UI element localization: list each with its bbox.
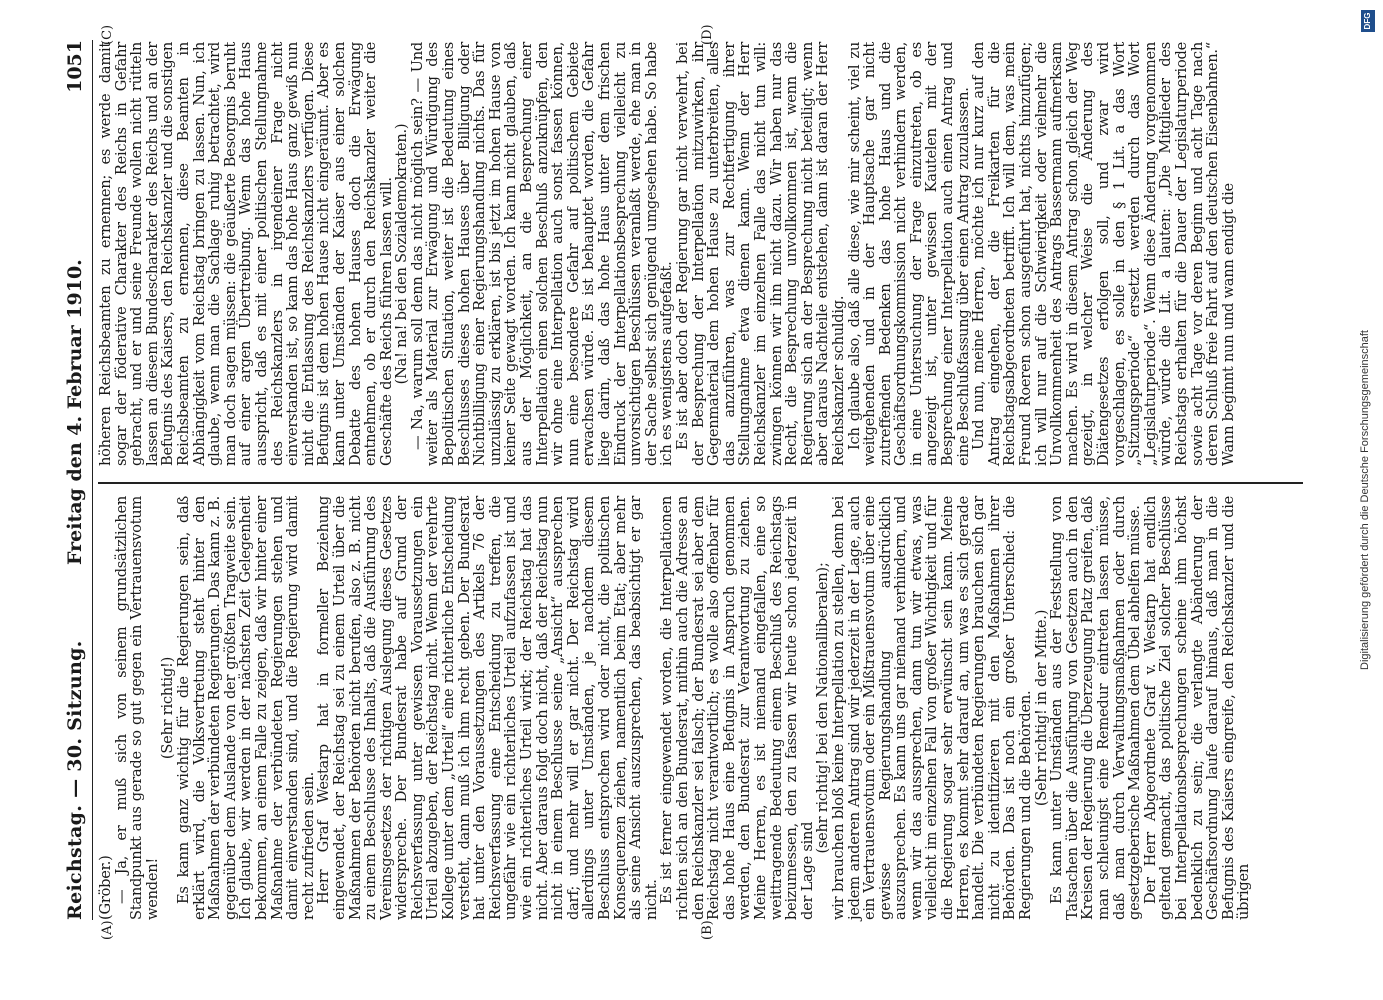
paragraph: Und nun, meine Herren, möchte ich nur kurz auf den Antrag eingehen, der die Freikarten für die Reichstagsabgeordneten betrifft. Ich will dem, was mein Freund Roeren schon ausgeführt hat, nichts hinzufügen; ich will nur auf die Schwierigkeit oder vielmehr die Unvollkommenheit des Antrags Bassermann aufmerksam machen. Es wird in diesem Antrag schon gleich der Weg gezeigt, in welcher Weise die Änderung des Diätengesetzes erfolgen soll, und zwar wird vorgeschlagen, es solle in den § 1 Lit. a das Wort „Sitzungsperiode“ ersetzt werden durch das Wort „Legislaturperiode“. Wenn diese Änderung vorgenommen würde, würde die Lit. a lauten: „Die Mitglieder des Reichstags erhalten für die Dauer der Legislaturperiode sowie acht Tage vor deren Beginn und acht Tage nach deren Schluß freie Fahrt auf den deutschen Eisenbahnen.“ Wann beginnt nun und wann endigt die <box>970 42 1237 466</box>
page-number: 1051 <box>64 40 86 93</box>
digitization-note: Digitalisierung gefördert durch die Deutsche Forschungsgemeinschaft <box>1359 330 1371 670</box>
paragraph: höheren Reichsbeamten zu ernennen; es werde damit sogar der föderative Charakter des Reichs in Gefahr gebracht, und er und seine Freunde wollen nicht rütteln lassen an diesem Bundescharakter des Reichs und an der Befugnis des Kaisers, den Reichskanzler und die sonstigen Reichsbeamten zu ernennen, diese Beamten in Abhängigkeit vom Reichstag bringen zu lassen. Nun, ich glaube, wenn man die Sachlage ruhig betrachtet, wird man doch sagen müssen: die geäußerte Besorgnis beruht auf einer argen Übertreibung. Wenn das hohe Haus ausspricht, daß es mit einer politischen Stellungnahme des Reichskanzlers in irgendeiner Frage nicht einverstanden ist, so kann das hohe Haus ganz gewiß nun nicht die Entlassung des Reichskanzlers verfügen. Diese Befugnis ist dem hohen Hause nicht eingeräumt. Aber es kann unter Umständen der Kaiser aus einer solchen Debatte des hohen Hauses doch die Erwägung entnehmen, ob er durch den Reichskanzler weiter die Geschäfte des Reichs führen lassen will. <box>97 42 395 466</box>
paragraph: Es ist aber doch der Regierung gar nicht verwehrt, bei der Besprechung der Interpellation mitzuwirken, ihr Gegenmaterial dem hohen Hause zu unterbreiten, alles das anzuführen, was zur Rechtfertigung ihrer Stellungnahme etwa dienen kann. Wenn der Herr Reichskanzler im einzelnen Falle das nicht tun will: zwingen können wir ihn nicht dazu. Wir haben nur das Recht, die Besprechung unvollkommen ist, wenn die Regierung sich an der Besprechung nicht beteiligt; wenn aber daraus Nachteile entstehen, dann ist daran der Herr Reichskanzler schuldig. <box>673 42 847 466</box>
paragraph: Es kann unter Umständen aus der Feststellung von Tatsachen über die Ausführung von Gesetzen auch in den Kreisen der Regierung die Überzeugung Platz greifen, daß man schleunigst eine Remedur eintreten lassen müsse, daß man durch Verwaltungsmaßnahmen oder durch gesetzgeberische Maßnahmen dem Übel abhelfen müsse. <box>1048 496 1144 920</box>
dfg-logo: DFG <box>1361 10 1375 32</box>
column-divider <box>98 483 1303 485</box>
paragraph: Ich glaube also, daß alle diese, wie mir scheint, viel zu weitgehenden und in der Hauptsache gar nicht zutreffenden Bedenken das hohe Haus und die Geschäftsordnungskommission nicht verhindern werden, in eine Untersuchung der Frage einzutreten, ob es angezeigt ist, unter gewissen Kautelen mit der Besprechung einer Interpellation auch einen Antrag und eine Beschlußfassung über einen Antrag zuzulassen. <box>845 42 972 466</box>
right-column <box>98 42 1236 466</box>
margin-marker-d: (D) <box>700 24 715 45</box>
paragraph: Herr Graf Westarp hat in formeller Beziehung eingewendet, der Reichstag sei zu einem Urteil über die Maßnahmen der Behörden nicht berufen, also z. B. nicht zu einem Beschlusse des Inhalts, daß die Ausführung des Vereinsgesetzes der richtigen Auslegung dieses Gesetzes widerspreche. Der Bundesrat habe auf Grund der Reichsverfassung unter gewissen Voraussetzungen ein Urteil abzugeben, der Reichstag nicht. Wenn der verehrte Kollege unter dem „Urteil“ eine richterliche Entscheidung versteht, dann muß ich ihm recht geben. Der Bundesrat hat unter den Voraussetzungen des Artikels 76 der Reichsverfassung eine Entscheidung zu treffen, die ungefähr wie ein richterliches Urteil aufzufassen ist und wie ein richterliches Urteil wirkt; der Reichstag hat das nicht. Aber daraus folgt doch nicht, daß der Reichstag nun nicht in einem Beschlusse seine „Ansicht“ aussprechen darf; und mehr will er gar nicht. Der Reichstag wird allerdings unter Umständen, je nachdem diesem Beschluss entsprochen wird oder nicht, die politischen Konsequenzen ziehen, namentlich beim Etat; aber mehr als seine Ansicht auszusprechen, das beabsichtigt er gar nicht. <box>315 496 660 920</box>
paragraph: (Sehr richtig! in der Mitte.) <box>1032 609 1050 807</box>
margin-marker-b: (B) <box>700 920 715 940</box>
margin-marker-c: (C) <box>100 24 115 45</box>
paragraph: Es kann ganz wichtig für die Regierungen sein, daß erklärt wird, die Volksvertretung steht hinter den Maßnahmen der verbündeten Regierungen. Das kann z. B. gegenüber dem Auslande von der größten Tragweite sein. Ich glaube, wir werden in der nächsten Zeit Gelegenheit bekommen, an einem Falle zu zeigen, daß wir hinter einer Maßnahme der verbündeten Regierungen stehen und damit einverstanden sind, und die Regierung wird damit recht zufrieden sein. <box>174 496 317 920</box>
paragraph: wir brauchen bloß keine Interpellation zu stellen, denn bei jedem anderen Antrag sind wir jederzeit in der Lage, auch ein Vertrauensvotum oder ein Mißtrauensvotum über eine gewisse Regierungshandlung ausdrücklich auszusprechen. Es kann uns gar niemand verhindern, und wenn wir das aussprechen, dann tun wir etwas, was vielleicht im einzelnen Fall von großer Wichtigkeit und für die Regierung sogar sehr erwünscht sein kann. Meine Herren, es kommt sehr darauf an, um was es sich gerade handelt. Die verbündeten Regierungen brauchen sich gar nicht zu identifizieren mit den Maßnahmen ihrer Behörden. Das ist noch ein großer Unterschied: die Regierungen und die Behörden. <box>829 496 1035 920</box>
paragraph: Der Herr Abgeordnete Graf v. Westarp hat endlich geltend gemacht, das politische Ziel solcher Beschlüsse bei Interpellationsbesprechungen scheine ihm höchst bedenklich zu sein; die verlangte Abänderung der Geschäftsordnung laufe darauf hinaus, daß man in die Befugnis des Kaisers eingreife, den Reichskanzler und die übrigen <box>1141 496 1253 920</box>
paragraph: — Na, warum soll denn das nicht möglich sein? — Und weiter als Material zur Erwägung und Würdigung des Bepolitischen Situation, weiter ist die Bedeutung eines Beschlusses dieses hohen Hauses über Billigung oder Nichtbilligung einer Regierungshandlung nichts. Das für unzulässig zu erklären, ist bis jetzt im hohen Hause von keiner Seite gewagt worden. Ich kann nicht glauben, daß aus der Möglichkeit, an die Besprechung einer Interpellation einen solchen Beschluß anzuknüpfen, den wir ohne eine Interpellation auch sonst fassen können, nun eine besondere Gefahr auf politischem Gebiete erwachsen würde. Es ist behauptet worden, die Gefahr liege darin, daß das hohe Haus unter dem frischen Eindruck der Interpellationsbesprechung vielleicht zu unvorsichtigen Beschlüssen veranlaßt werde, ehe man in der Sache selbst sich genügend umgesehen habe. So habe ich es wenigstens aufgefaßt. <box>408 42 676 466</box>
paragraph: (sehr richtig! bei den Nationalliberalen); <box>814 562 832 854</box>
paragraph: (Sehr richtig!) <box>159 656 177 760</box>
paragraph: (Gröber.) <box>97 855 114 920</box>
margin-marker-a: (A) <box>100 920 115 940</box>
header-session: Reichstag. — 30. Sitzung. <box>64 640 86 920</box>
header-date: Freitag den 4. Februar 1910. <box>64 259 86 565</box>
paragraph: (Na! na! bei den Sozialdemokraten.) <box>393 123 411 385</box>
paragraph: Es ist ferner eingewendet worden, die Interpellationen richten sich an den Bundesrat, mithin auch die Adresse an den Reichskanzler sei falsch; der Bundesrat sei aber dem Reichstag nicht verantwortlich; es wolle also offenbar für das hohe Haus eine Befugnis in Anspruch genommen werden, den Bundesrat zur Verantwortung zu ziehen. Meine Herren, es ist niemand eingefallen, eine so weittragende Bedeutung einem Beschluß des Reichstags beizumessen, den zu fassen wir heute schon jederzeit in der Lage sind <box>658 496 816 920</box>
page-header <box>58 40 93 920</box>
paragraph: — Ja, er muß sich von seinem grundsätzlichen Standpunkt aus gerade so gut gegen ein Vertrauensvotum wenden! <box>112 496 161 920</box>
left-column <box>98 496 1252 920</box>
